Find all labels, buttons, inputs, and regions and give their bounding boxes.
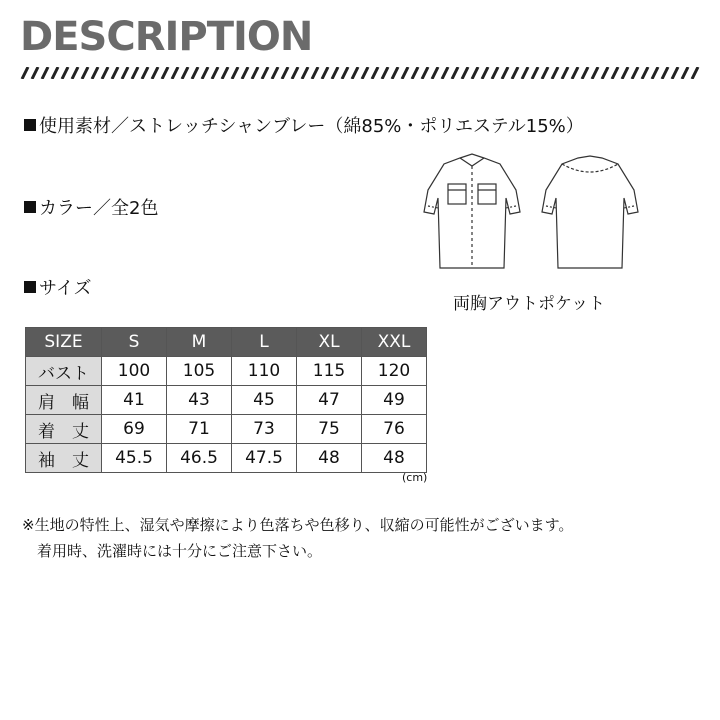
row-label: 肩 幅 (26, 386, 102, 415)
table-cell: 48 (297, 444, 362, 473)
table-row (26, 415, 427, 444)
title-divider (20, 67, 700, 79)
spec-material-text: 使用素材／ストレッチシャンブレー（綿85%・ポリエステル15%） (39, 116, 584, 137)
table-row (26, 386, 427, 415)
row-label: 袖 丈 (26, 444, 102, 473)
table-cell: 45 (232, 386, 297, 415)
row-label: 着 丈 (26, 415, 102, 444)
table-cell: 100 (102, 357, 167, 386)
table-cell: 110 (232, 357, 297, 386)
care-note-line: ※生地の特性上、湿気や摩擦により色落ちや色移り、収縮の可能性がございます。 (22, 516, 574, 534)
table-cell: 75 (297, 415, 362, 444)
table-cell: 120 (362, 357, 427, 386)
table-cell: 48 (362, 444, 427, 473)
table-header-row (26, 328, 427, 357)
table-cell: 69 (102, 415, 167, 444)
spec-size (24, 274, 92, 300)
spec-color-text: カラー／全2色 (39, 198, 159, 219)
table-cell: 49 (362, 386, 427, 415)
table-cell: 41 (102, 386, 167, 415)
table-cell: 43 (167, 386, 232, 415)
table-header-cell: SIZE (26, 328, 102, 357)
table-cell: 47 (297, 386, 362, 415)
table-cell: 76 (362, 415, 427, 444)
table-cell: 46.5 (167, 444, 232, 473)
table-header-cell: M (167, 328, 232, 357)
table-cell: 105 (167, 357, 232, 386)
table-cell: 71 (167, 415, 232, 444)
unit-label: (cm) (402, 471, 428, 484)
table-header-cell: L (232, 328, 297, 357)
size-table (25, 327, 427, 473)
bullet-square-icon (24, 281, 36, 293)
shirt-front (424, 154, 520, 268)
table-row (26, 357, 427, 386)
illustration-caption: 両胸アウトポケット (453, 294, 606, 314)
care-note-line: 着用時、洗濯時には十分にご注意下さい。 (37, 542, 323, 560)
table-header-cell: XL (297, 328, 362, 357)
table-cell: 45.5 (102, 444, 167, 473)
page-title: DESCRIPTION (20, 14, 313, 60)
table-cell: 73 (232, 415, 297, 444)
care-note (22, 512, 573, 564)
shirt-back (542, 156, 638, 268)
spec-color (24, 194, 158, 220)
spec-material (24, 112, 584, 138)
table-header-cell: S (102, 328, 167, 357)
spec-size-text: サイズ (39, 278, 92, 299)
shirt-illustration (420, 150, 650, 280)
table-row (26, 444, 427, 473)
table-cell: 47.5 (232, 444, 297, 473)
row-label: バスト (26, 357, 102, 386)
bullet-square-icon (24, 201, 36, 213)
table-cell: 115 (297, 357, 362, 386)
table-header-cell: XXL (362, 328, 427, 357)
bullet-square-icon (24, 119, 36, 131)
